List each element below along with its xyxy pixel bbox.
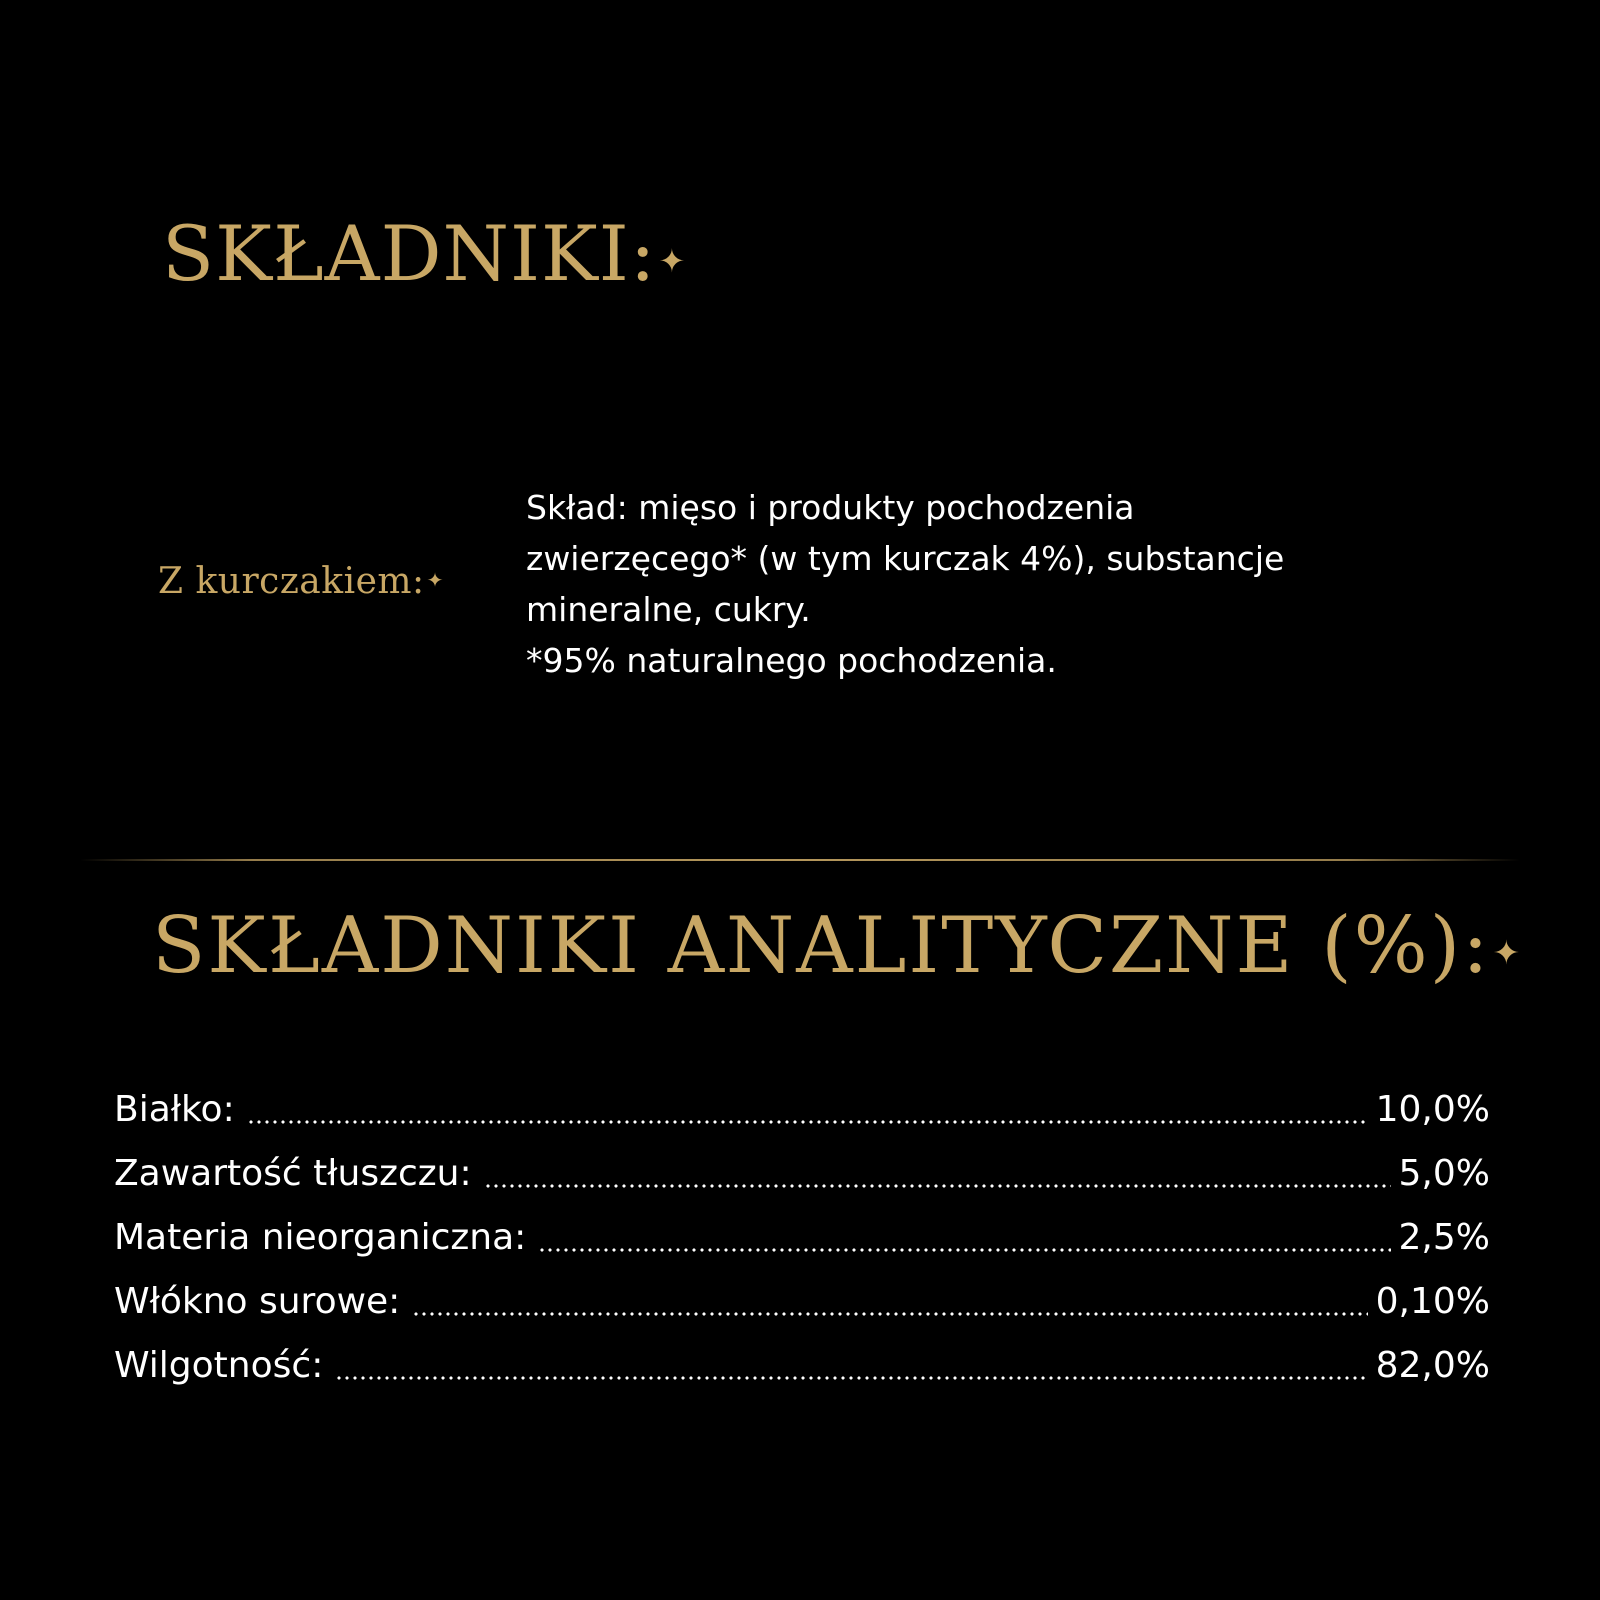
composition-line: Skład: mięso i produkty pochodzenia [526, 488, 1135, 527]
ingredients-title-text: SKŁADNIKI: [162, 209, 657, 298]
ingredients-title [162, 208, 686, 299]
list-item [114, 1334, 1490, 1398]
section-divider [80, 859, 1520, 861]
nutrient-value: 5,0% [1398, 1153, 1490, 1194]
nutrient-name: Wilgotność: [114, 1345, 324, 1386]
nutrient-value: 82,0% [1375, 1345, 1490, 1386]
variant-label-text: Z kurczakiem: [158, 561, 425, 602]
list-item [114, 1078, 1490, 1142]
dot-leader [484, 1184, 1391, 1188]
variant-label [158, 560, 444, 603]
composition-line: zwierzęcego* (w tym kurczak 4%), substancje [526, 539, 1285, 578]
list-item [114, 1270, 1490, 1334]
dot-leader [335, 1376, 1367, 1380]
dot-leader [538, 1248, 1390, 1252]
nutrient-value: 2,5% [1398, 1217, 1490, 1258]
nutrient-name: Włókno surowe: [114, 1281, 401, 1322]
sparkle-icon: ✦ [658, 242, 687, 281]
analytical-list [114, 1078, 1490, 1398]
composition-text [526, 482, 1526, 686]
sparkle-icon: ✦ [426, 569, 444, 593]
nutrient-name: Białko: [114, 1089, 235, 1130]
nutrient-name: Zawartość tłuszczu: [114, 1153, 472, 1194]
dot-leader [247, 1120, 1368, 1124]
analytical-title-text: SKŁADNIKI ANALITYCZNE (%): [152, 901, 1491, 991]
nutrient-value: 10,0% [1375, 1089, 1490, 1130]
sparkle-icon: ✦ [1492, 933, 1522, 972]
list-item [114, 1142, 1490, 1206]
nutrient-name: Materia nieorganiczna: [114, 1217, 527, 1258]
nutrient-value: 0,10% [1375, 1281, 1490, 1322]
analytical-title [152, 900, 1522, 994]
list-item [114, 1206, 1490, 1270]
composition-line: mineralne, cukry. [526, 590, 811, 629]
dot-leader [412, 1312, 1367, 1316]
composition-footnote: *95% naturalnego pochodzenia. [526, 641, 1057, 680]
